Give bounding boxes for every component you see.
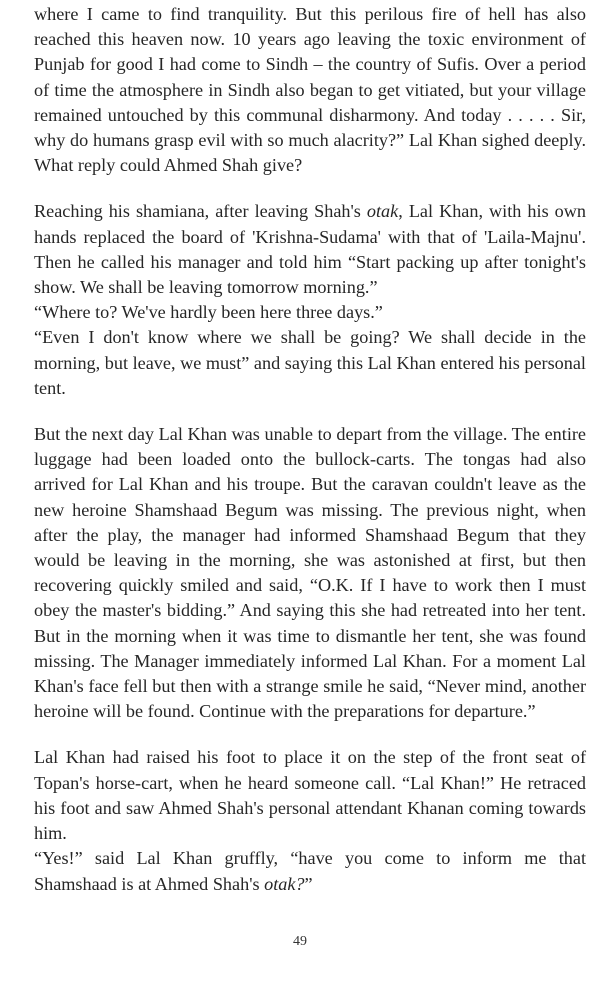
- page-number: 49: [293, 934, 307, 949]
- paragraph-5: [34, 422, 586, 724]
- italic-word-otak: otak: [366, 201, 399, 222]
- paragraph-4: [34, 325, 586, 401]
- paragraph-text: , Lal Khan, with his own hands replaced the board of 'Krishna-Sudama' with that of 'Laila-Majnu'. Then he called his manager and told him “Start packing up after tonight's show. We shall be leaving tomorrow morning.”: [34, 201, 586, 298]
- paragraph-text: “Yes!” said Lal Khan gruffly, “have you come to inform me that Shamshaad is at Ahmed Shah's: [34, 848, 586, 894]
- paragraph-text: where I came to find tranquility. But this perilous fire of hell has also reached this heaven now. 10 years ago leaving the toxic environment of Punjab for good I had come to Sindh – the country of Sufis. Over a period of time the atmosphere in Sindh also began to get vitiated, but your village remained untouched by this communal disharmony. And today . . . . . Sir, why do humans grasp evil with so much alacrity?” Lal Khan sighed deeply. What reply could Ahmed Shah give?: [34, 4, 586, 176]
- paragraph-text: But the next day Lal Khan was unable to depart from the village. The entire luggage had been loaded onto the bullock-carts. The tongas had also arrived for Lal Khan and his troupe. But the caravan couldn't leave as the new heroine Shamshaad Begum was missing. The previous night, when after the play, the manager had informed Shamshaad Begum that they would be leaving in the morning, she was astonished at first, but then recovering quickly smiled and said, “O.K. If I have to work then I must obey the master's bidding.” And saying this she had retreated into her tent. But in the morning when it was time to dismantle her tent, she was found missing. The Manager immediately informed Lal Khan. For a moment Lal Khan's face fell but then with a strange smile he said, “Never mind, another heroine will be found. Continue with the preparations for departure.”: [34, 424, 586, 722]
- paragraph-1: [34, 2, 586, 178]
- paragraph-text: Reaching his shamiana, after leaving Shah's: [34, 201, 367, 222]
- paragraph-text: “Even I don't know where we shall be going? We shall decide in the morning, but leave, we must” and saying this Lal Khan entered his personal tent.: [34, 327, 586, 398]
- paragraph-text: Lal Khan had raised his foot to place it on the step of the front seat of Topan's horse-cart, when he heard someone call. “Lal Khan!” He retraced his foot and saw Ahmed Shah's personal attendant Khanan coming towards him.: [34, 747, 586, 844]
- paragraph-text: “Where to? We've hardly been here three days.”: [34, 302, 383, 323]
- italic-word-otak: otak?: [264, 873, 305, 894]
- paragraph-text: ”: [304, 873, 313, 894]
- paragraph-3: [34, 300, 586, 325]
- paragraph-7: [34, 846, 586, 896]
- paragraph-6: [34, 745, 586, 846]
- body-text: [34, 2, 586, 897]
- paragraph-2: [34, 199, 586, 300]
